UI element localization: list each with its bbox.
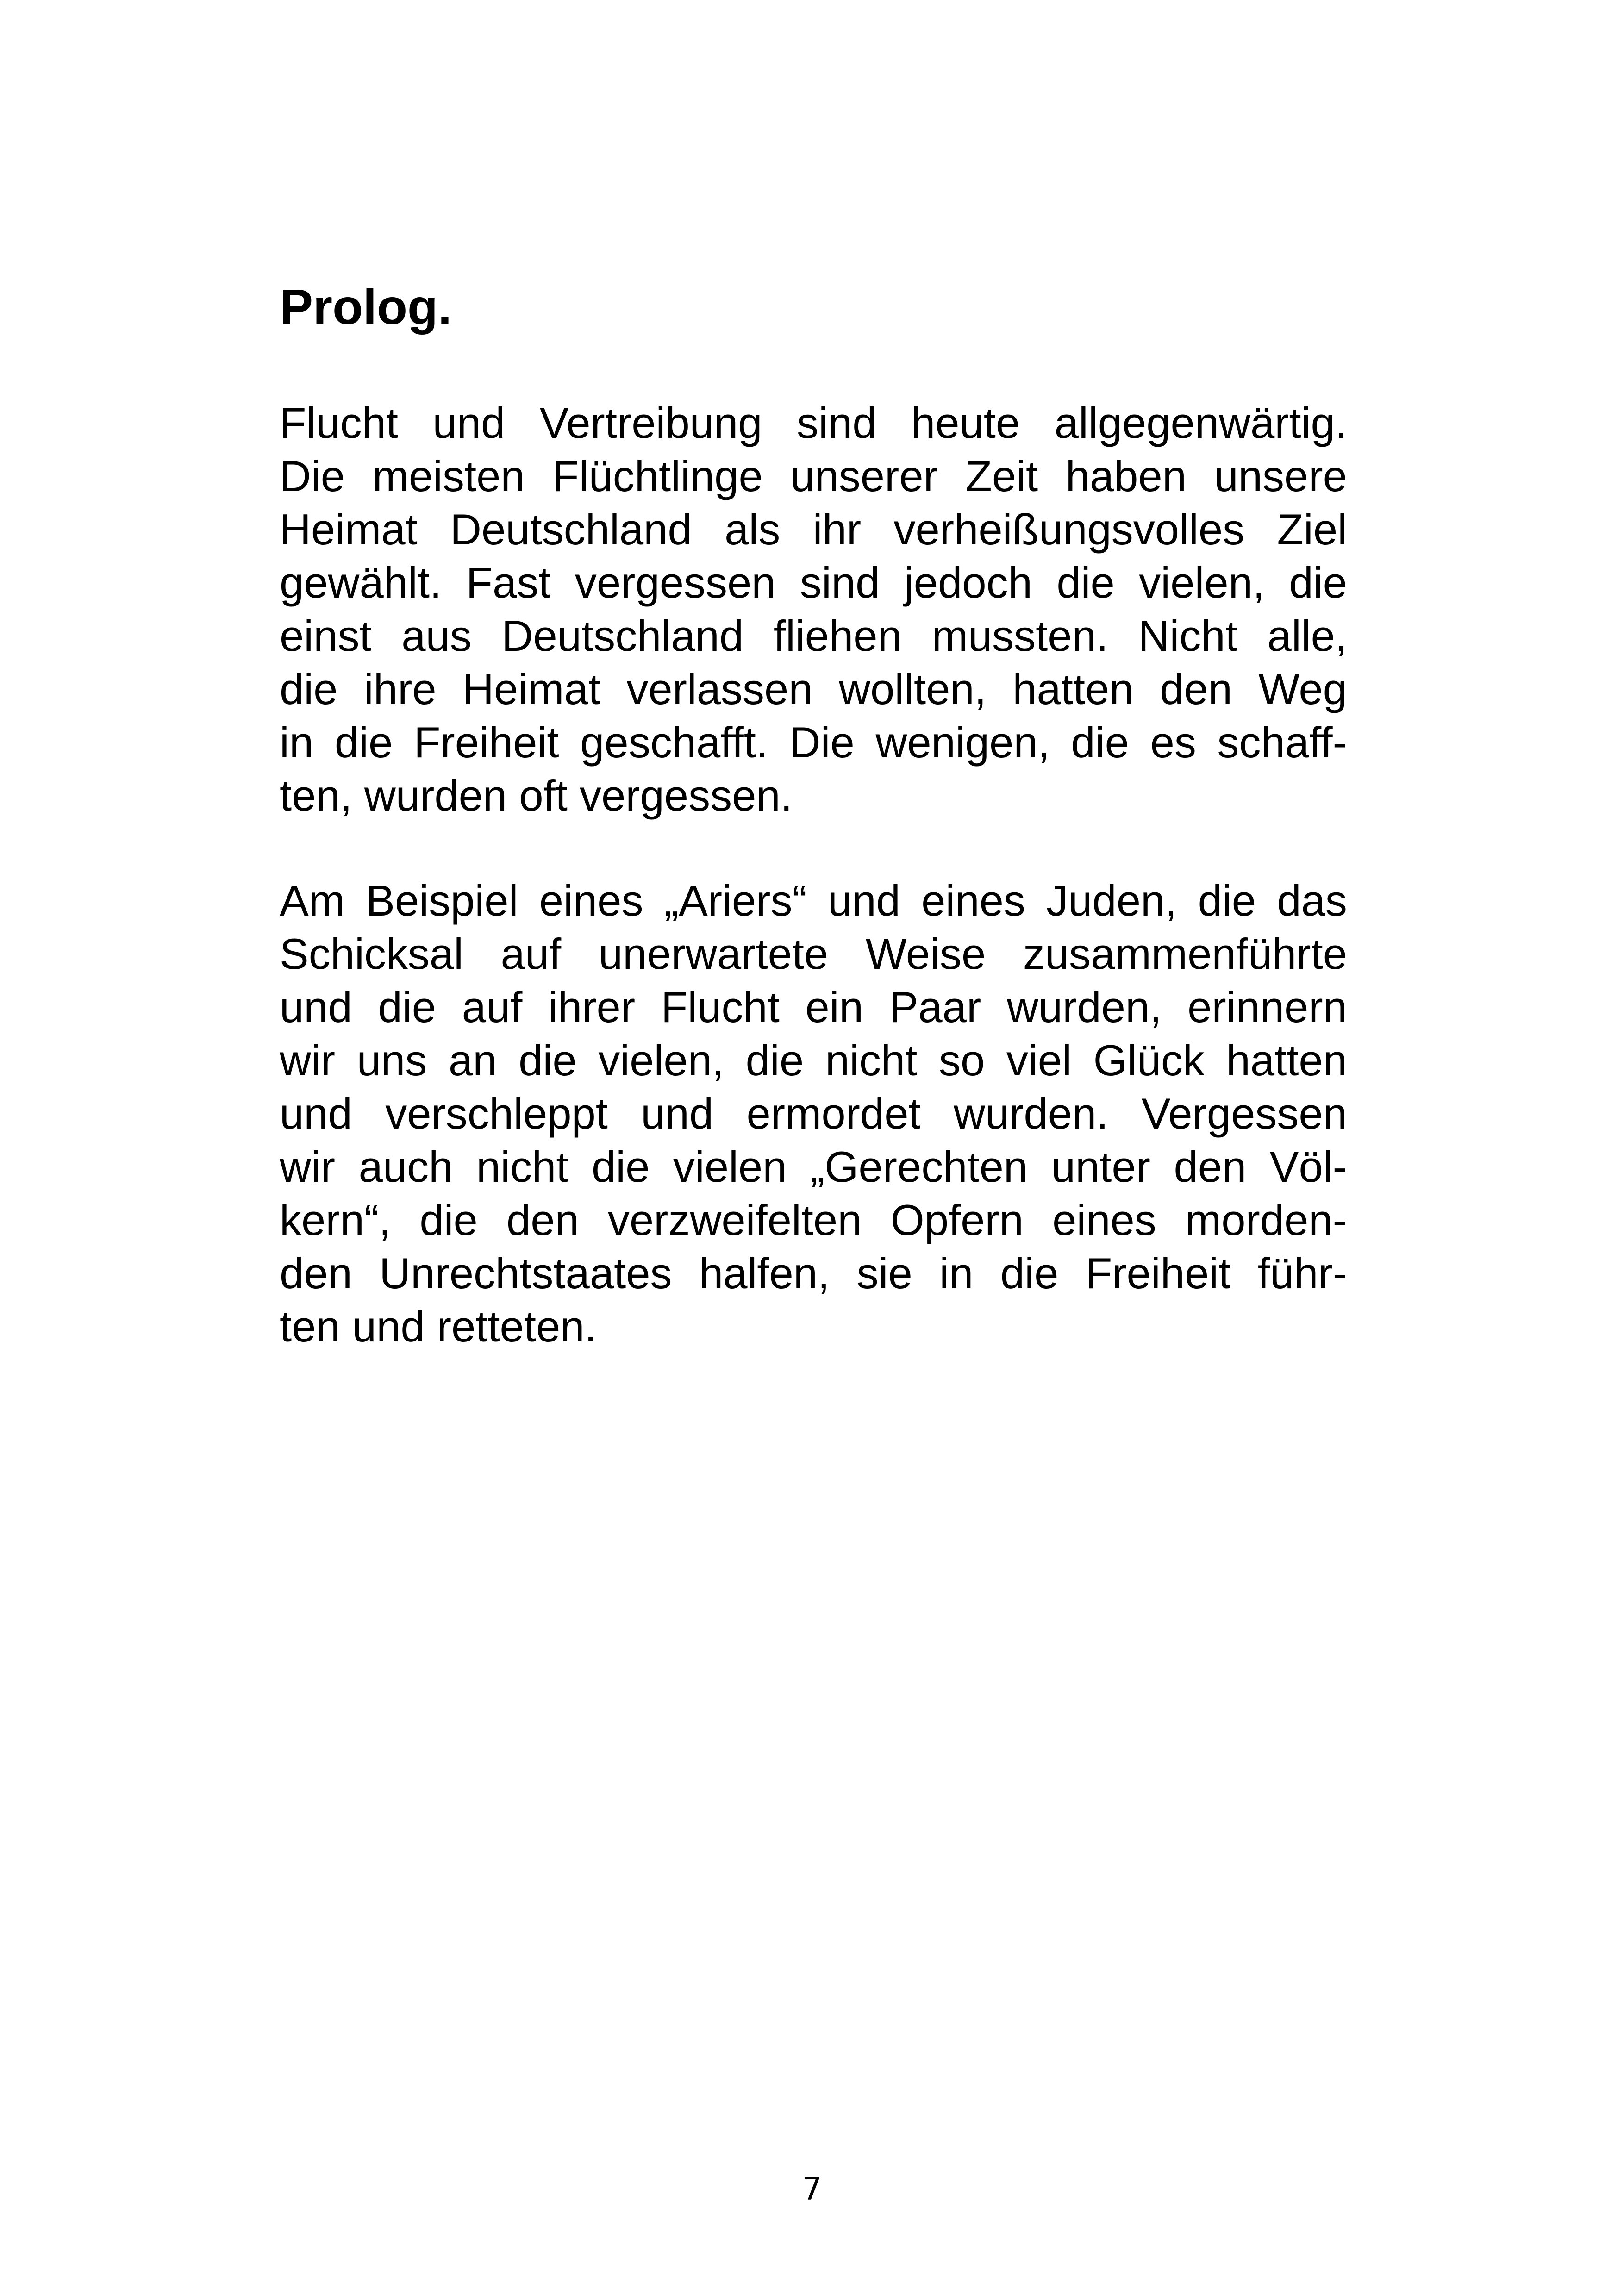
text-line: die ihre Heimat verlassen wollten, hatten den Weg (280, 665, 1347, 713)
text-line: Die meisten Flüchtlinge unserer Zeit haben unsere (280, 452, 1347, 500)
text-line: in die Freiheit geschafft. Die wenigen, die es schaff- (280, 718, 1347, 767)
paragraph-2 (280, 874, 1347, 1353)
page-number: 7 (802, 2171, 822, 2208)
paragraph-1 (280, 396, 1347, 822)
text-line: Schicksal auf unerwartete Weise zusammenführte (280, 929, 1347, 978)
text-line: wir uns an die vielen, die nicht so viel Glück hatten (280, 1036, 1347, 1085)
text-line: und die auf ihrer Flucht ein Paar wurden, erinnern (280, 983, 1347, 1031)
text-line: ten, wurden oft vergessen. (280, 771, 793, 820)
text-line: einst aus Deutschland fliehen mussten. Nicht alle, (280, 611, 1347, 660)
text-line: Am Beispiel eines „Ariers“ und eines Juden, die das (280, 876, 1347, 925)
text-line: Heimat Deutschland als ihr verheißungsvolles Ziel (280, 505, 1347, 554)
text-line: und verschleppt und ermordet wurden. Vergessen (280, 1089, 1347, 1138)
text-line: wir auch nicht die vielen „Gerechten unter den Völ- (280, 1142, 1347, 1191)
text-line: den Unrechtstaates halfen, sie in die Freiheit führ- (280, 1249, 1347, 1297)
text-line: ten und retteten. (280, 1302, 597, 1351)
text-line: Flucht und Vertreibung sind heute allgegenwärtig. (280, 399, 1347, 447)
chapter-heading: Prolog. (280, 279, 452, 335)
text-line: gewählt. Fast vergessen sind jedoch die vielen, die (280, 558, 1347, 607)
text-line: kern“, die den verzweifelten Opfern eines morden- (280, 1196, 1347, 1244)
